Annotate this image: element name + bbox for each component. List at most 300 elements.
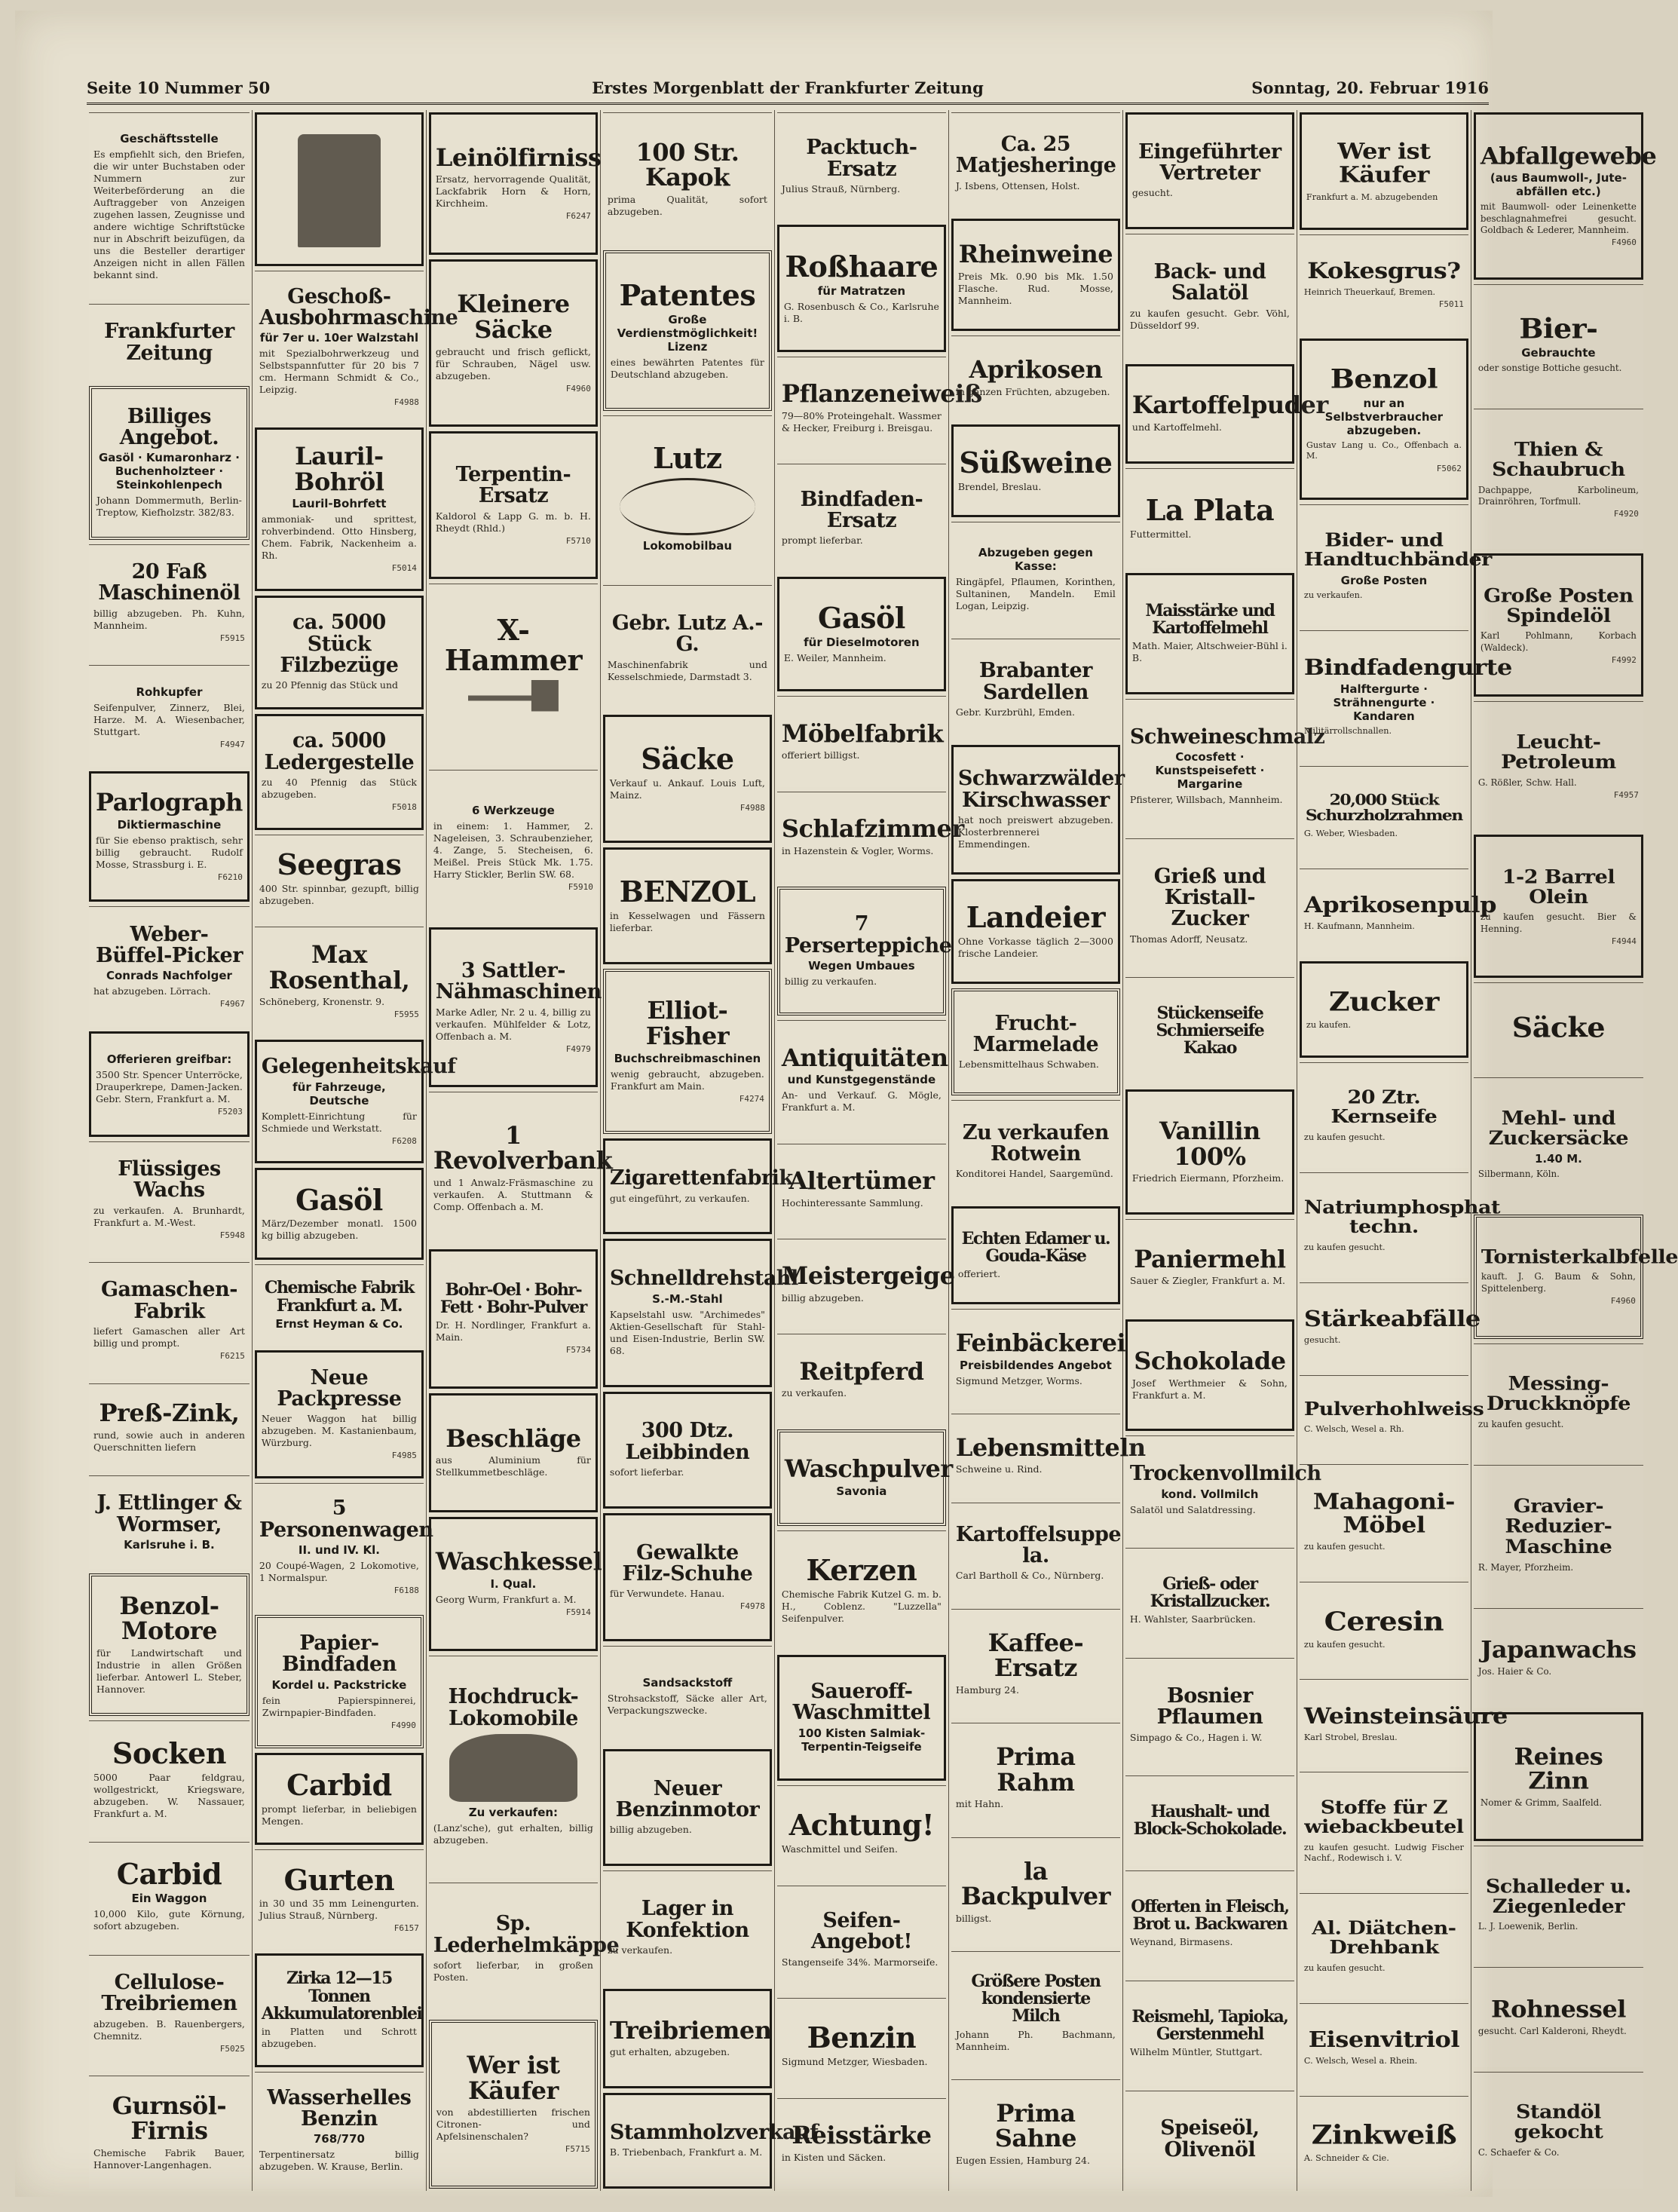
ad-reference-code: F6188 (393, 1585, 419, 1595)
advertisement (89, 1031, 250, 1137)
ad-reference-code: F4960 (1610, 1295, 1636, 1306)
ad-headline: Grieß und Kristall-Zucker (1153, 864, 1266, 931)
ad-headline: Zigarettenfabrik (609, 1166, 793, 1190)
ad-body: Chemische Fabrik Kutzel G. m. b. H., Coblenz. "Luzzella" Seifenpulver. (781, 1589, 942, 1625)
newspaper-page (15, 11, 1678, 2197)
ad-headline: Gurnsöl-Firnis (112, 2091, 227, 2146)
ad-headline: Reismehl, Tapioka, Gerstenmehl (1131, 2006, 1288, 2044)
advertisement (89, 665, 250, 767)
ad-headline: Säcke (1511, 1011, 1606, 1044)
advertisement (429, 112, 602, 255)
ad-body: Frankfurt a. M. abzugebenden (1306, 191, 1438, 202)
ad-subheading: Savonia (836, 1484, 887, 1498)
ad-headline: Stärkeabfälle (1303, 1306, 1480, 1332)
advertisement (429, 1249, 598, 1389)
advertisement (1474, 1712, 1643, 1841)
ad-headline: Frankfurter Zeitung (104, 320, 234, 365)
ad-subheading: Rohkupfer (136, 685, 203, 699)
ad-body: Hamburg 24. (955, 1684, 1019, 1696)
ad-body: und 1 Anwalz-Fräsmaschine zu verkaufen. A. Stuttmann & Comp. Offenbach a. M. (433, 1177, 593, 1213)
ad-body: 400 Str. spinnbar, gezupft, billig abzugeben. (259, 882, 419, 906)
advertisement (1474, 701, 1643, 829)
ad-headline: Preß-Zink, (99, 1398, 240, 1427)
ad-body: Schöneberg, Kronenstr. 9. (259, 996, 385, 1008)
issue-date: Sonntag, 20. Februar 1916 (1251, 78, 1489, 97)
advertisement (951, 1309, 1126, 1409)
ad-body: Verkauf u. Ankauf. Louis Luft, Mainz. (609, 777, 765, 801)
ad-body: zu kaufen gesucht. (1303, 1963, 1386, 1973)
advertisement (777, 1334, 946, 1424)
advertisement (89, 544, 250, 660)
ad-body: Johann Dommermuth, Berlin-Treptow, Kiefholzstr. 382/83. (96, 495, 242, 519)
ad-headline: Chemische Fabrik Frankfurt a. M. (264, 1278, 414, 1316)
ad-body: (Lanz'sche), gut erhalten, billig abzugeben. (433, 1821, 593, 1846)
ad-headline: 1 Revolverbank (433, 1120, 613, 1175)
advertisement (951, 745, 1125, 875)
ad-body: G. Weber, Wiesbaden. (1303, 828, 1398, 838)
advertisement (89, 1141, 250, 1258)
advertisement (1300, 234, 1468, 334)
ad-reference-code: F5715 (565, 2144, 590, 2155)
ad-headline: Trockenvollmilch (1129, 1462, 1321, 1486)
advertisement (951, 1100, 1120, 1202)
ad-body: gebraucht und frisch geflickt, für Schrauben, Nägel usw. abzugeben. (435, 345, 591, 381)
advertisement (1125, 1435, 1321, 1543)
ad-headline: Ca. 25 Matjesheringe (955, 133, 1116, 178)
ad-headline: Al. Diätchen-Drehbank (1312, 1918, 1456, 1959)
ad-headline: Flüssiges Wachs (118, 1157, 221, 1203)
ad-headline: Ceresin (1324, 1605, 1444, 1637)
ad-body: billig zu verkaufen. (784, 976, 877, 988)
ad-reference-code: F6210 (217, 872, 243, 882)
ad-headline: Leinölfirniss (435, 142, 602, 172)
advertisement (603, 1392, 772, 1509)
ad-reference-code: F4944 (1611, 936, 1637, 946)
advertisement (89, 386, 250, 539)
ad-subheading: Geschäftsstelle (120, 132, 219, 146)
ad-headline: Antiquitäten (781, 1043, 948, 1072)
ad-headline: Terpentin-Ersatz (455, 462, 571, 508)
ad-body: Chemische Fabrik Bauer, Hannover-Langenhagen. (93, 2146, 245, 2171)
ad-body: H. Wahlster, Saarbrücken. (1129, 1613, 1256, 1625)
advertisement (777, 1239, 955, 1329)
column-4 (601, 110, 819, 2191)
ad-headline: Große Posten Spindelöl (1484, 584, 1634, 627)
advertisement (1125, 699, 1325, 834)
ad-subheading: 100 Kisten Salmiak-Terpentin-Teigseife (798, 1726, 926, 1754)
ad-body: in Kesselwagen und Fässern lieferbar. (609, 909, 765, 933)
ad-body: 3500 Str. Spencer Unterröcke, Drauperkrepe, Damen-Jacken. Gebr. Stern, Frankfurt a. M. (96, 1069, 243, 1105)
ad-body: zu verkaufen. (1303, 590, 1363, 601)
ad-headline: Gewalkte Filz-Schuhe (622, 1540, 753, 1586)
page-number: Seite 10 Nummer 50 (87, 78, 271, 97)
advertisement (1300, 2003, 1468, 2091)
ad-headline: Bindfadengurte (1303, 654, 1512, 680)
ad-headline: La Plata (1145, 493, 1275, 528)
ad-headline: Kartoffelpuder (1131, 391, 1328, 420)
advertisement (89, 906, 250, 1026)
ad-headline: Weinsteinsäure (1303, 1702, 1508, 1729)
ad-headline: Pulverhohlweiss (1303, 1399, 1484, 1420)
ad-body: fein Papierspinnerei, Zwirnpapier-Bindfaden. (262, 1694, 416, 1718)
ad-body: 5000 Paar feldgrau, wollgestrickt, Kriegsware, abzugeben. W. Nassauer, Frankfurt a. M. (93, 1771, 245, 1819)
column-3 (427, 110, 620, 2191)
advertisement (951, 335, 1120, 420)
advertisement (255, 2072, 424, 2189)
ad-body: prompt lieferbar, in beliebigen Mengen. (261, 1803, 417, 1827)
advertisement (89, 304, 250, 381)
ad-body: hat abzugeben. Lörrach. (93, 985, 211, 997)
ad-headline: Schokolade (1134, 1347, 1286, 1376)
column-7 (1123, 110, 1328, 2191)
advertisement (1474, 1846, 1643, 1962)
ad-body: G. Rößler, Schw. Hall. (1477, 777, 1577, 788)
ad-subheading: Sandsackstoff (642, 1676, 733, 1690)
advertisement (777, 464, 946, 571)
ad-subheading: I. Qual. (490, 1577, 537, 1592)
ad-headline: Elliot-Fisher (645, 996, 730, 1050)
ad-body: R. Mayer, Pforzheim. (1477, 1561, 1574, 1573)
ad-body: Brendel, Breslau. (957, 480, 1042, 492)
ad-headline: Reines Zinn (1514, 1742, 1603, 1794)
ad-body: Neuer Waggon hat billig abzugeben. M. Kastanienbaum, Würzburg. (261, 1413, 417, 1449)
ad-body: zu kaufen gesucht. (1303, 1542, 1386, 1552)
ad-reference-code: F4274 (739, 1093, 764, 1104)
ad-body: gesucht. (1303, 1335, 1341, 1346)
advertisement (603, 250, 772, 412)
ad-headline: Zinkweiß (1311, 2119, 1457, 2151)
ad-headline: Geschoß-Ausbohrmaschine (259, 284, 458, 329)
ad-headline: Vanillin 100% (1159, 1117, 1260, 1171)
ad-headline: Back- und Salatöl (1153, 260, 1266, 305)
ad-body: Karl Strobel, Breslau. (1303, 1732, 1398, 1742)
advertisement (777, 1655, 946, 1781)
ad-reference-code: F4960 (565, 383, 591, 394)
ad-headline: Patentes (619, 277, 756, 312)
ad-reference-code: F5734 (565, 1345, 591, 1356)
ad-reference-code: F5018 (391, 802, 417, 813)
ad-headline: Hochdruck-Lokomobile (448, 1685, 579, 1730)
ad-subheading: 1.40 M. (1534, 1152, 1582, 1166)
ad-headline: Lebensmitteln (955, 1432, 1146, 1462)
advertisement (1300, 1679, 1508, 1767)
ad-headline: Kleinere Säcke (457, 290, 570, 345)
ad-subheading: Diktiermaschine (117, 817, 222, 832)
ad-headline: Kartoffelsuppe la. (955, 1522, 1122, 1568)
ad-headline: Prima Rahm (996, 1742, 1076, 1797)
ad-headline: Bindfaden-Ersatz (800, 487, 923, 533)
ad-subheading: Kordel u. Packstricke (271, 1677, 407, 1692)
advertisement (429, 1883, 620, 2015)
ad-headline: Stoffe für Z wiebackbeutel (1304, 1797, 1464, 1838)
advertisement (255, 835, 424, 923)
ad-headline: Socken (112, 1736, 226, 1770)
advertisement (1300, 1772, 1468, 1888)
ad-body: billig abzugeben. (609, 1824, 692, 1836)
ad-body: in einem: 1. Hammer, 2. Nageleisen, 3. Schraubenzieher, 4. Zange, 5. Stecheisen, 6. Meißel. Preis Stück Mk. 1.75. Harry Stickler, Berlin SW. 68. (433, 820, 593, 880)
ad-body: prompt lieferbar. (781, 535, 863, 547)
ad-body: für Verwundete. Hanau. (609, 1588, 725, 1600)
ad-reference-code: F5948 (219, 1230, 245, 1240)
advertisement (1125, 838, 1294, 973)
column-6 (949, 110, 1146, 2191)
advertisement (1300, 766, 1468, 864)
ad-body: zu verkaufen. (607, 1944, 673, 1956)
ad-reference-code: F4967 (219, 999, 245, 1009)
ad-headline: Parlograph (96, 788, 243, 817)
ad-headline: Waschkessel (435, 1547, 602, 1576)
ad-body: mit Hahn. (955, 1798, 1004, 1810)
advertisement (255, 1849, 424, 1949)
advertisement (951, 639, 1120, 740)
ad-body: A. Schneider & Cie. (1303, 2153, 1389, 2164)
advertisement (777, 1429, 953, 1526)
ad-headline: Schwarzwälder Kirschwasser (957, 767, 1125, 812)
ad-headline: ca. 5000 Ledergestelle (264, 729, 415, 774)
ad-body: in Hazenstein & Vogler, Worms. (781, 844, 934, 856)
ad-headline: Lager in Konfektion (626, 1897, 749, 1942)
column-1 (87, 110, 253, 2191)
advertisement (951, 1837, 1120, 1947)
ad-body: zu kaufen gesucht. Gebr. Vöhl, Düsseldorf 99. (1129, 307, 1290, 331)
ad-body: C. Schaefer & Co. (1477, 2147, 1560, 2158)
advertisement (89, 1720, 250, 1837)
ad-headline: Möbelfabrik (781, 718, 944, 748)
machine-illustration-icon (298, 134, 381, 247)
advertisement (1474, 112, 1657, 280)
ad-body: Ersatz, hervorragende Qualität, Lackfabrik Horn & Horn, Kirchheim. (435, 173, 591, 210)
advertisement (951, 424, 1120, 517)
ad-body: Futtermittel. (1129, 528, 1192, 541)
ad-headline: J. Ettlinger & Wormser, (96, 1491, 242, 1536)
ad-reference-code: F5203 (217, 1107, 243, 1117)
ad-body: zu kaufen gesucht. Ludwig Fischer Nachf., Rodewisch i. V. (1303, 1842, 1464, 1863)
ad-headline: Echten Edamer u. Gouda-Käse (961, 1228, 1110, 1266)
advertisement (1474, 1465, 1643, 1604)
ad-headline: Cellulose-Treibriemen (101, 1971, 237, 2016)
ad-headline: Bosnier Pflaumen (1156, 1684, 1263, 1729)
ad-subheading: Conrads Nachfolger (106, 969, 232, 983)
ad-reference-code: F4988 (393, 397, 419, 408)
ad-body: Kaldorol & Lapp G. m. b. H. Rheydt (Rhld.) (435, 510, 591, 534)
advertisement (951, 988, 1120, 1095)
advertisement (951, 2079, 1120, 2189)
advertisement (1125, 112, 1294, 229)
advertisement (255, 112, 424, 266)
ad-headline: Altertümer (788, 1166, 935, 1196)
advertisement (603, 969, 772, 1135)
ad-headline: 20 Faß Maschinenöl (98, 560, 240, 605)
ad-headline: X-Hammer (444, 612, 582, 677)
advertisement (1300, 1062, 1468, 1168)
ad-headline: Treibriemen (609, 2015, 772, 2045)
ad-body: für Sie ebenso praktisch, sehr billig gebraucht. Rudolf Mosse, Strassburg i. E. (96, 834, 243, 870)
ad-headline: Meistergeige (781, 1261, 955, 1291)
advertisement (89, 1475, 250, 1569)
ad-reference-code: F4990 (390, 1720, 416, 1730)
ad-body: gut eingeführt, zu verkaufen. (609, 1192, 750, 1204)
ad-body: oder sonstige Bottiche gesucht. (1477, 363, 1622, 374)
ad-headline: Wasserhelles Benzin (267, 2085, 412, 2131)
advertisement (603, 1138, 793, 1234)
advertisement (1300, 2096, 1468, 2189)
advertisement (255, 1264, 424, 1346)
advertisement (255, 427, 424, 591)
ad-body: Johann Ph. Bachmann, Mannheim. (955, 2028, 1116, 2052)
advertisement (951, 1414, 1146, 1498)
advertisement (777, 1785, 946, 1881)
advertisement (89, 1842, 250, 1950)
advertisement (951, 1503, 1120, 1604)
ad-headline: Tornisterkalbfelle (1480, 1245, 1678, 1269)
advertisement (951, 112, 1120, 214)
ad-headline: Reitpferd (799, 1356, 924, 1386)
ad-reference-code: F6208 (391, 1135, 417, 1146)
advertisement (429, 1656, 598, 1878)
ad-headline: Schweineschmalz (1129, 725, 1325, 749)
ad-headline: Süßweine (959, 445, 1113, 479)
advertisement (89, 1955, 250, 2071)
ad-subheading: Lokomobilbau (642, 539, 733, 553)
ad-body: Karl Pohlmann, Korbach (Waldeck). (1480, 630, 1637, 653)
advertisement (255, 1753, 424, 1845)
advertisement (89, 1573, 250, 1716)
ad-body: Silbermann, Köln. (1477, 1169, 1560, 1180)
advertisement (603, 1749, 772, 1866)
advertisement (603, 112, 772, 246)
advertisement (1125, 1870, 1294, 1976)
ad-headline: 1-2 Barrel Olein (1502, 865, 1615, 908)
advertisement (1474, 1967, 1643, 2066)
ad-headline: Landeier (966, 900, 1106, 935)
ad-headline: Seegras (277, 847, 402, 882)
ad-headline: Benzol-Motore (119, 1591, 219, 1646)
ad-body: Ringäpfel, Pflaumen, Korinthen, Sultaninen, Mandeln. Emil Logan, Leipzig. (955, 576, 1116, 612)
ad-body: zu kaufen gesucht. (1303, 1132, 1386, 1143)
ad-headline: Waschpulver (784, 1454, 953, 1483)
ad-headline: Kokesgrus? (1307, 258, 1461, 284)
advertisement (255, 927, 424, 1034)
ad-body: Nomer & Grimm, Saalfeld. (1480, 1797, 1603, 1808)
ad-body: 79—80% Proteingehalt. Wassmer & Hecker, Freiburg i. Breisgau. (781, 409, 942, 434)
ad-headline: Lauril-Bohröl (294, 442, 384, 496)
advertisement (1125, 1981, 1294, 2086)
ad-headline: Benzol (1330, 363, 1438, 394)
advertisement (951, 219, 1120, 331)
advertisement (255, 1168, 424, 1260)
advertisement (1125, 1658, 1294, 1771)
ad-body: 10,000 Kilo, gute Körnung, sofort abzugeben. (93, 1908, 245, 1932)
ad-headline: Bider- und Handtuchbänder (1303, 529, 1492, 571)
ad-headline: Gamaschen-Fabrik (101, 1278, 237, 1323)
ad-subheading: für 7er u. 10er Walzstahl (259, 331, 419, 345)
ad-body: Salatöl und Salatdressing. (1129, 1503, 1256, 1515)
advertisement (777, 887, 952, 1016)
ad-headline: Gurten (283, 1862, 395, 1897)
advertisement (1474, 835, 1643, 979)
ad-body: zu kaufen gesucht. (1303, 1639, 1386, 1650)
ad-body: für Landwirtschaft und Industrie in allen Größen lieferbar. Antowerl L. Steber, Hannover. (96, 1647, 242, 1695)
advertisement (777, 1144, 946, 1234)
ad-reference-code: F4947 (219, 739, 245, 749)
ad-body: Militärrollschnallen. (1303, 726, 1392, 737)
ad-reference-code: F5025 (219, 2043, 245, 2054)
ad-body: zu kaufen gesucht. (1477, 1419, 1564, 1430)
ad-body: Waschmittel und Seifen. (781, 1843, 898, 1855)
advertisement (603, 1513, 772, 1641)
newspaper-title: Erstes Morgenblatt der Frankfurter Zeitung (592, 78, 984, 97)
ad-body: liefert Gamaschen aller Art billig und prompt. (93, 1325, 245, 1350)
ad-body: E. Weiler, Mannheim. (783, 651, 886, 663)
ad-subheading: Ein Waggon (131, 1892, 207, 1906)
ad-headline: Zucker (1328, 986, 1439, 1017)
hammer-illustration-icon (468, 680, 559, 733)
advertisement (429, 1393, 598, 1512)
ad-headline: 20 Ztr. Kernseife (1330, 1087, 1438, 1128)
ad-headline: 300 Dtz. Leibbinden (625, 1419, 750, 1464)
advertisement (1125, 573, 1294, 694)
ad-body: An- und Verkauf. G. Mögle, Frankfurt a. M. (781, 1089, 942, 1114)
ad-subheading: (aus Baumwoll-, Jute-abfällen etc.) (1490, 171, 1627, 199)
advertisement (951, 879, 1120, 984)
ad-reference-code: F4988 (739, 803, 765, 813)
ad-headline: Japanwachs (1480, 1636, 1637, 1664)
advertisement (1125, 1548, 1294, 1653)
advertisement (255, 1040, 456, 1163)
ad-body: zu 20 Pfennig das Stück und (261, 679, 399, 691)
advertisement (603, 1870, 772, 1984)
ad-subheading: Wegen Umbaues (808, 959, 915, 973)
ad-headline: Offerten in Fleisch, Brot u. Backwaren (1131, 1896, 1289, 1935)
advertisement (255, 271, 458, 423)
ad-reference-code: F5915 (219, 633, 245, 643)
ad-body: wenig gebraucht, abzugeben. Frankfurt am Main. (610, 1068, 764, 1092)
ad-body: Simpago & Co., Hagen i. W. (1129, 1731, 1263, 1743)
ad-body: G. Rosenbusch & Co., Karlsruhe i. B. (783, 300, 939, 324)
ad-headline: Gasöl (295, 1182, 383, 1217)
ad-body: J. Isbens, Ottensen, Holst. (955, 179, 1080, 191)
ad-body: in 30 und 35 mm Leinengurten. Julius Strauß, Nürnberg. (259, 1898, 419, 1922)
ad-body: Josef Werthmeier & Sohn, Frankfurt a. M. (1131, 1377, 1288, 1401)
ad-body: Dr. H. Nordlinger, Frankfurt a. Main. (435, 1319, 591, 1343)
ad-headline: 5 Personenwagen (259, 1497, 433, 1542)
ad-body: Sigmund Metzger, Wiesbaden. (781, 2056, 928, 2068)
ad-body: billig abzugeben. Ph. Kuhn, Mannheim. (93, 607, 245, 631)
ad-headline: Bohr-Oel · Bohr-Fett · Bohr-Pulver (439, 1280, 586, 1318)
ad-headline: Beschläge (446, 1423, 581, 1453)
advertisement (777, 1020, 946, 1138)
ad-headline: la Backpulver (960, 1856, 1110, 1911)
advertisement (89, 1383, 250, 1471)
ad-body: gesucht. Carl Kalderoni, Rheydt. (1477, 2025, 1627, 2036)
ad-reference-code: F6215 (219, 1351, 245, 1362)
ad-headline: Zu verkaufen Rotwein (962, 1120, 1109, 1166)
ad-body: Georg Wurm, Frankfurt a. M. (435, 1594, 577, 1606)
ad-body: B. Triebenbach, Frankfurt a. M. (609, 2146, 763, 2158)
advertisement (951, 1206, 1120, 1304)
ad-body: rund, sowie auch in anderen Querschnitten liefern (93, 1429, 245, 1453)
ad-body: Thomas Adorff, Neusatz. (1129, 933, 1248, 945)
ad-reference-code: F5062 (1436, 463, 1462, 473)
ad-headline: Achtung! (788, 1808, 935, 1843)
ad-body: Kapselstahl usw. "Archimedes" Aktien-Gesellschaft für Stahl- und Eisen-Industrie, Berlin SW. 68. (609, 1308, 765, 1356)
ad-body: Wilhelm Müntler, Stuttgart. (1129, 2045, 1263, 2057)
advertisement (255, 596, 424, 709)
advertisement (603, 1989, 772, 2088)
ad-headline: Neuer Benzinmotor (615, 1776, 760, 1822)
ad-body: Pfisterer, Willsbach, Mannheim. (1129, 794, 1283, 806)
advertisement (255, 1953, 424, 2067)
